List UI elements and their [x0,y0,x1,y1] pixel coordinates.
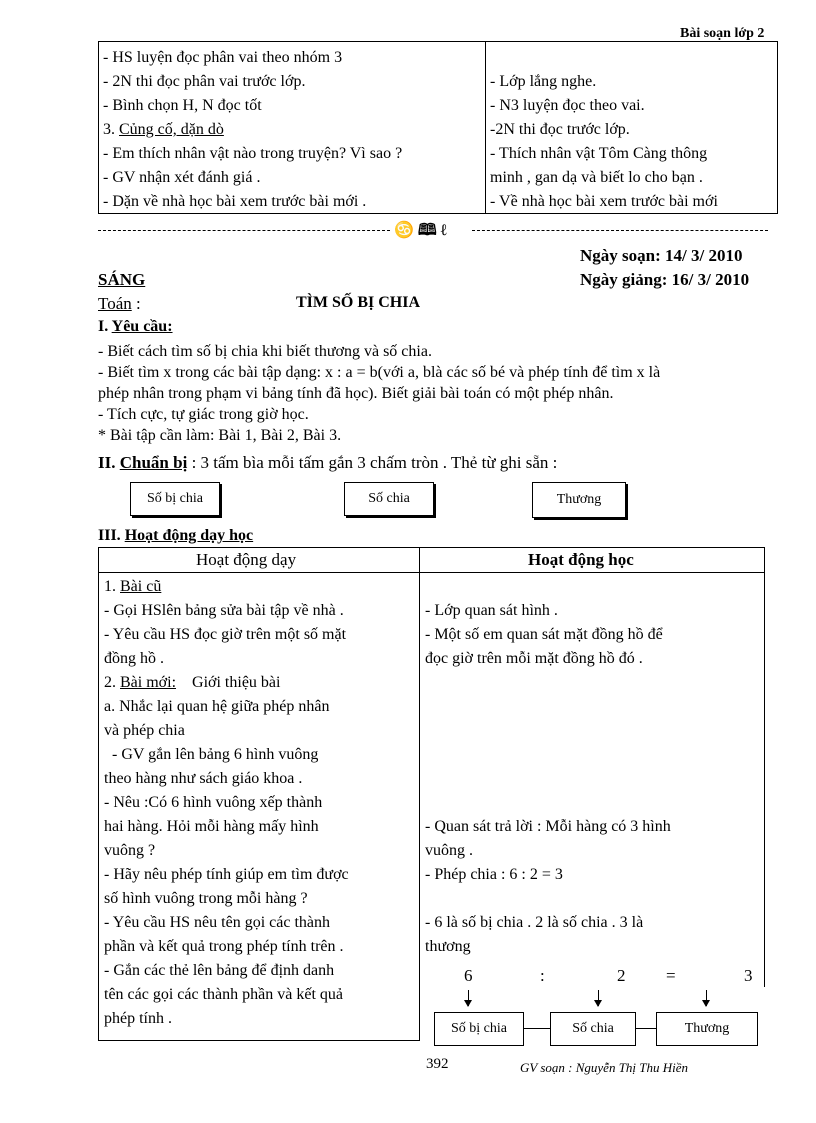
text-line: hai hàng. Hỏi mỗi hàng mấy hình [104,818,319,835]
eq-card-so-chia: Số chia [550,1012,636,1046]
text-line: phần và kết quả trong phép tính trên . [104,938,344,955]
text-line: - GV nhận xét đánh giá . [103,169,261,186]
text-line: - Yêu cầu HS đọc giờ trên một số mặt [104,626,347,643]
date-giang: Ngày giảng: 16/ 3/ 2010 [580,270,750,289]
subheading: 3. Củng cố, dặn dò [103,121,224,138]
text-line: - N3 luyện đọc theo vai. [490,97,645,114]
text-line: - HS luyện đọc phân vai theo nhóm 3 [103,49,343,66]
arrow-down-icon [598,990,599,1006]
footer-author: GV soạn : Nguyễn Thị Thu Hiền [520,1060,689,1075]
top-table-left-col [103,46,483,212]
subject-label: Toán : [98,294,141,313]
text-line: vuông . [425,842,473,859]
table-header-teacher: Hoạt động dạy [196,550,297,569]
text-line: phép nhân trong phạm vi bảng tính đã học). Biết giải bài toán có một phép nhân. [98,385,614,402]
teacher-activities [104,575,418,1037]
text-line: -2N thi đọc trước lớp. [490,121,630,138]
equation-equals: = [666,966,676,985]
arrow-down-icon [706,990,707,1006]
section-1-heading: I. Yêu cầu: [98,318,173,335]
card-so-chia: Số chia [344,482,434,516]
text-line: - Lớp quan sát hình . [425,602,558,619]
text-line: - Tích cực, tự giác trong giờ học. [98,406,309,423]
text-line: - Thích nhân vật Tôm Càng thông [490,145,708,162]
text-line: theo hàng như sách giáo khoa . [104,770,303,787]
text-line: - Một số em quan sát mặt đồng hồ để [425,626,663,643]
equation-dividend: 6 [464,966,473,985]
section-2: II. Chuẩn bị : 3 tấm bìa mỗi tấm gắn 3 chấm tròn . Thẻ từ ghi sẵn : [98,453,558,472]
text-line: thương [425,938,471,955]
text-line: - Quan sát trả lời : Mỗi hàng có 3 hình [425,818,671,835]
eq-card-so-bi-chia: Số bị chia [434,1012,524,1046]
subheading: 2. Bài mới: Giới thiệu bài [104,674,281,691]
text-line: tên các gọi các thành phần và kết quả [104,986,343,1003]
text-line: - Bình chọn H, N đọc tốt [103,97,262,114]
text-line: - Phép chia : 6 : 2 = 3 [425,866,563,883]
text-line: - Yêu cầu HS nêu tên gọi các thành [104,914,330,931]
text-line: số hình vuông trong mỗi hàng ? [104,890,308,907]
student-activities [425,575,761,965]
text-line: - 6 là số bị chia . 2 là số chia . 3 là [425,914,644,931]
text-line: - Lớp lắng nghe. [490,73,597,90]
session-label: SÁNG [98,270,146,289]
separator-symbols: ♋ 🕮 ℓ [394,222,447,239]
text-line: - Biết cách tìm số bị chia khi biết thương và số chia. [98,343,432,360]
text-line: - Biết tìm x trong các bài tập dạng: x : a = b(với a, blà các số bé và phép tính để tìm x là [98,364,661,381]
text-line: - GV gắn lên bảng 6 hình vuông [104,746,319,763]
text-line: - Gọi HSlên bảng sửa bài tập về nhà . [104,602,344,619]
equation-quotient: 3 [744,966,753,985]
text-line: a. Nhắc lại quan hệ giữa phép nhân [104,698,330,715]
page-number: 392 [426,1056,449,1072]
text-line: - Nêu :Có 6 hình vuông xếp thành [104,794,323,811]
text-line: - Về nhà học bài xem trước bài mới [490,193,718,210]
subheading: 1. Bài cũ [104,578,162,595]
lesson-title: TÌM SỐ BỊ CHIA [296,294,421,311]
text-line: - 2N thi đọc phân vai trước lớp. [103,73,306,90]
table-header-student: Hoạt động học [528,550,634,569]
eq-card-thuong: Thương [656,1012,758,1046]
text-line: phép tính . [104,1010,172,1027]
text-line: - Em thích nhân vật nào trong truyện? Vì sao ? [103,145,403,162]
running-header: Bài soạn lớp 2 [680,26,765,41]
equation-divisor: 2 [617,966,626,985]
arrow-down-icon [468,990,469,1006]
date-soan: Ngày soạn: 14/ 3/ 2010 [580,246,743,265]
text-line: - Dặn về nhà học bài xem trước bài mới . [103,193,367,210]
text-line: - Hãy nêu phép tính giúp em tìm được [104,866,349,883]
text-line: đồng hồ . [104,650,164,667]
text-line: đọc giờ trên mỗi mặt đồng hồ đó . [425,650,643,667]
equation-divide-sign: : [540,966,545,985]
section-1-body [98,341,788,451]
top-table-right-col [490,46,776,212]
text-line: và phép chia [104,722,185,739]
card-thuong: Thương [532,482,626,518]
text-line: minh , gan dạ và biết lo cho bạn . [490,169,703,186]
section-3-heading: III. Hoạt động dạy học [98,527,254,544]
card-so-bi-chia: Số bị chia [130,482,220,516]
text-line: vuông ? [104,842,156,859]
text-line: - Gắn các thẻ lên bảng để định danh [104,962,335,979]
text-line: * Bài tập cần làm: Bài 1, Bài 2, Bài 3. [98,427,342,444]
